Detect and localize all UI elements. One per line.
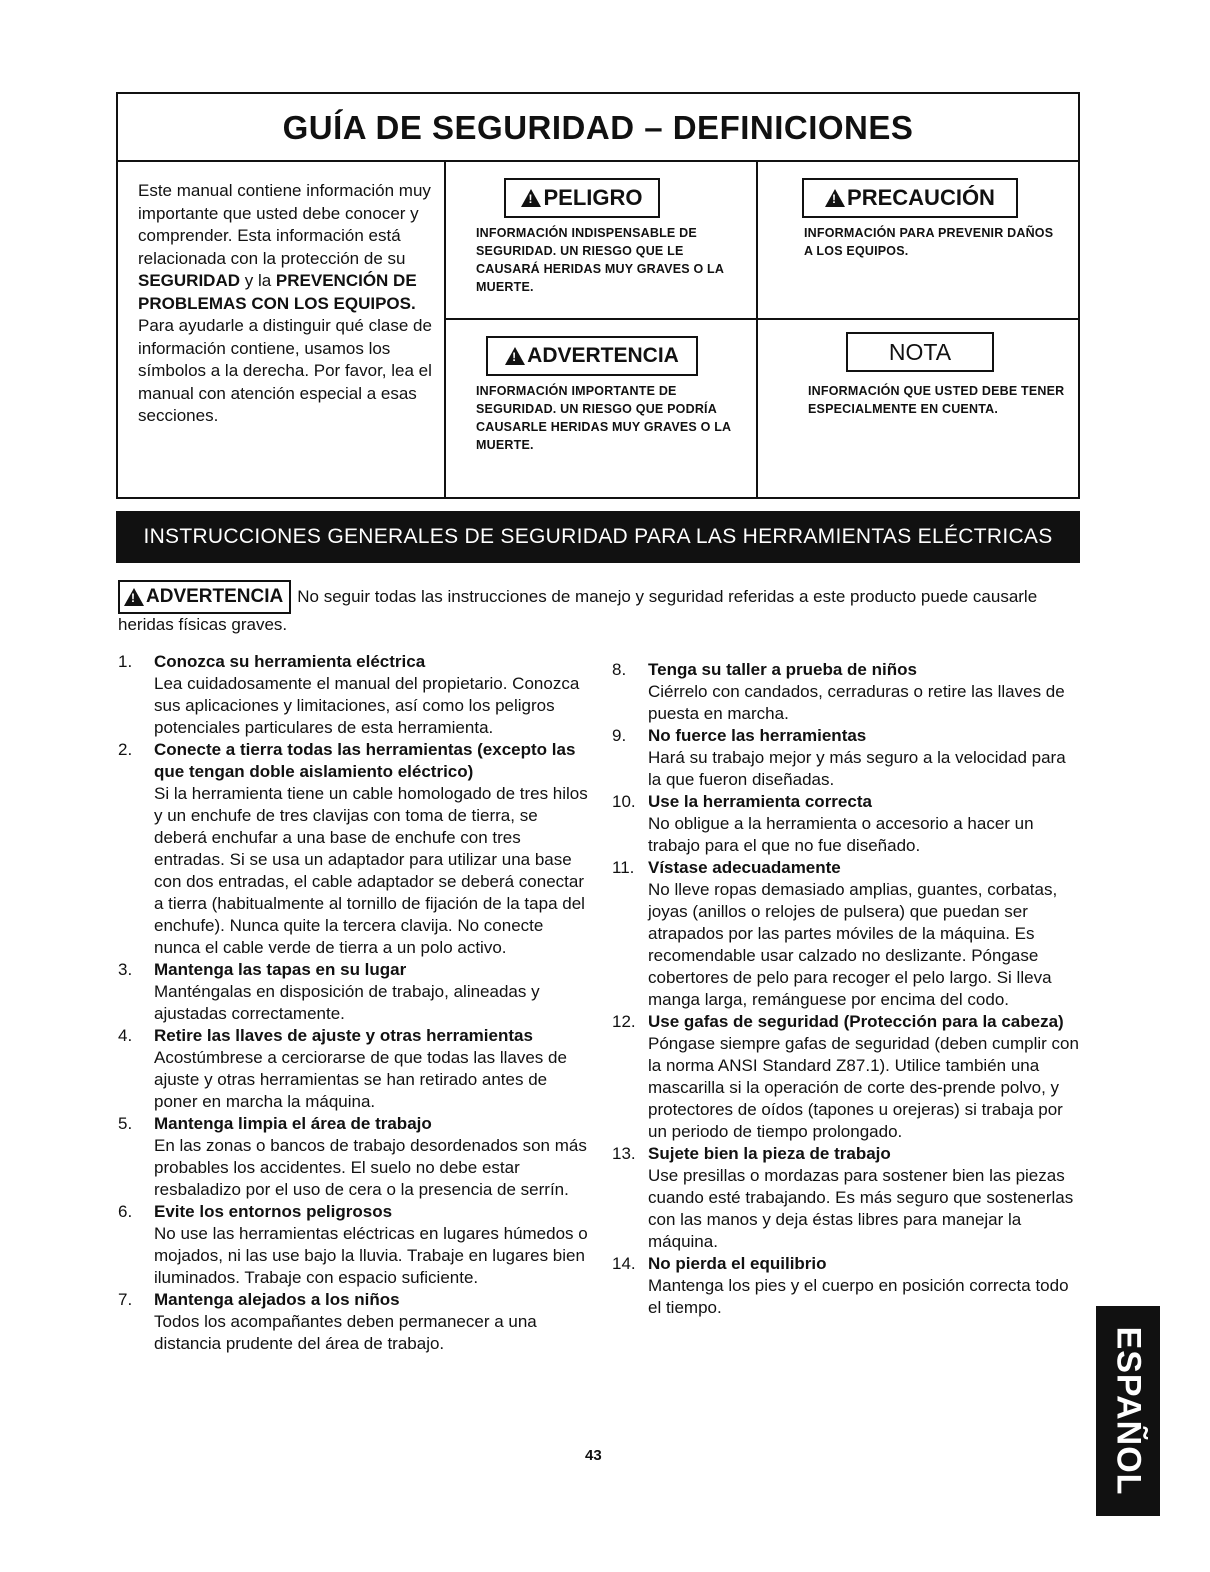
item-title: Mantenga alejados a los niños — [154, 1290, 400, 1309]
item-number: 2. — [118, 740, 133, 759]
safety-guide-box — [116, 92, 1080, 499]
list-item — [118, 1201, 588, 1289]
item-title: Tenga su taller a prueba de niños — [648, 660, 917, 679]
nota-label-box — [846, 332, 994, 372]
peligro-label: PELIGRO — [543, 185, 643, 210]
cell-nota — [758, 320, 1080, 472]
list-item — [118, 739, 588, 959]
list-item — [118, 1025, 588, 1113]
precaucion-label: PRECAUCIÓN — [847, 185, 995, 210]
advertencia-badge — [118, 580, 291, 614]
item-body: Todos los acompañantes deben permanecer a una distancia prudente del área de trabajo. — [154, 1312, 537, 1353]
list-item — [118, 1289, 588, 1355]
item-number: 3. — [118, 960, 133, 979]
list-item — [612, 659, 1082, 725]
advertencia-text: INFORMACIÓN IMPORTANTE DE SEGURIDAD. UN RIESGO QUE PODRÍA CAUSARLE HERIDAS MUY GRAVES O LA MUERTE. — [476, 384, 731, 452]
item-number: 9. — [612, 726, 627, 745]
item-number: 10. — [612, 792, 636, 811]
intro-text-2: y la — [240, 271, 276, 290]
list-item — [118, 959, 588, 1025]
general-warning — [118, 580, 1068, 636]
item-title: Retire las llaves de ajuste y otras herramientas — [154, 1026, 533, 1045]
language-tab-label: ESPAÑOL — [1109, 1326, 1148, 1496]
item-title: Use gafas de seguridad (Protección para la cabeza) — [648, 1012, 1064, 1031]
item-body: No lleve ropas demasiado amplias, guantes, corbatas, joyas (anillos o relojes de pulsera) que puedan ser atrapados por las partes móviles de la máquina. Es recomendable usar calzado no deslizante. Póngase cobertores de pelo para recoger el pelo largo. Si lleva manga larga, remánguese por encima del codo. — [648, 880, 1058, 1009]
peligro-label-box — [504, 178, 660, 218]
instructions-right-column — [612, 659, 1082, 1319]
warning-triangle-icon — [521, 189, 541, 207]
section-banner: INSTRUCCIONES GENERALES DE SEGURIDAD PARA LAS HERRAMIENTAS ELÉCTRICAS — [116, 511, 1080, 563]
item-body: No obligue a la herramienta o accesorio a hacer un trabajo para el que no fue diseñado. — [648, 814, 1034, 855]
item-number: 12. — [612, 1012, 636, 1031]
cell-advertencia — [446, 320, 756, 472]
item-body: Ciérrelo con candados, cerraduras o retire las llaves de puesta en marcha. — [648, 682, 1065, 723]
item-body: En las zonas o bancos de trabajo desordenados son más probables los accidentes. El suelo no debe estar resbaladizo por el uso de cera o la presencia de serrín. — [154, 1136, 587, 1199]
item-title: No pierda el equilibrio — [648, 1254, 827, 1273]
intro-text-3: Para ayudarle a distinguir qué clase de información contiene, usamos los símbolos a la derecha. Por favor, lea el manual con atención especial a esas secciones. — [138, 316, 432, 425]
general-warning-text: No seguir todas las instrucciones de manejo y seguridad referidas a este producto puede causarle heridas físicas graves. — [118, 587, 1038, 634]
guide-grid — [118, 162, 1078, 497]
list-item — [612, 725, 1082, 791]
item-title: Conecte a tierra todas las herramientas (excepto las que tengan doble aislamiento eléctrico) — [154, 740, 576, 781]
list-item — [612, 857, 1082, 1011]
item-number: 8. — [612, 660, 627, 679]
instructions-left-column — [118, 651, 588, 1355]
item-body: Manténgalas en disposición de trabajo, alineadas y ajustadas correctamente. — [154, 982, 540, 1023]
nota-text: INFORMACIÓN QUE USTED DEBE TENER ESPECIALMENTE EN CUENTA. — [808, 384, 1065, 416]
page-number: 43 — [585, 1447, 602, 1464]
list-item — [612, 1253, 1082, 1319]
item-title: Mantenga limpia el área de trabajo — [154, 1114, 432, 1133]
item-body: Mantenga los pies y el cuerpo en posición correcta todo el tiempo. — [648, 1276, 1069, 1317]
nota-label: NOTA — [888, 338, 952, 365]
item-number: 5. — [118, 1114, 133, 1133]
list-item — [118, 651, 588, 739]
item-body: No use las herramientas eléctricas en lugares húmedos o mojados, ni las use bajo la lluvia. Trabaje en lugares bien iluminados. Trabaje con espacio suficiente. — [154, 1224, 588, 1287]
item-title: No fuerce las herramientas — [648, 726, 867, 745]
intro-bold-1: SEGURIDAD — [138, 271, 241, 290]
intro-bold-2: PREVENCIÓN DE PROBLEMAS CON LOS EQUIPOS. — [138, 271, 417, 313]
advertencia-label-box — [486, 336, 698, 376]
precaucion-label-box — [802, 178, 1018, 218]
list-item — [612, 791, 1082, 857]
guide-title: GUÍA DE SEGURIDAD – DEFINICIONES — [118, 94, 1078, 162]
list-item — [612, 1011, 1082, 1143]
item-number: 13. — [612, 1144, 636, 1163]
item-number: 6. — [118, 1202, 133, 1221]
item-title: Mantenga las tapas en su lugar — [154, 960, 407, 979]
item-title: Evite los entornos peligrosos — [154, 1202, 393, 1221]
item-number: 1. — [118, 652, 133, 671]
item-number: 14. — [612, 1254, 636, 1273]
item-body: Acostúmbrese a cerciorarse de que todas las llaves de ajuste y otras herramientas se han retirado antes de poner en marcha la máquina. — [154, 1048, 567, 1111]
warning-triangle-icon — [825, 189, 845, 207]
advertencia-badge-label: ADVERTENCIA — [146, 586, 284, 607]
cell-precaucion — [758, 162, 1080, 318]
cell-peligro — [446, 162, 756, 318]
item-number: 7. — [118, 1290, 133, 1309]
list-item — [118, 1113, 588, 1201]
item-body: Si la herramienta tiene un cable homologado de tres hilos y un enchufe de tres clavijas con toma de tierra, se deberá enchufar a una base de enchufe con tres entradas. Si se usa un adaptador para utilizar una base con dos entradas, el cable adaptador se deberá conectar a tierra (habitualmente al tornillo de fijación de la tapa del enchufe). Nunca quite la tercera clavija. No conecte nunca el cable verde de tierra a un polo activo. — [154, 784, 588, 957]
item-body: Póngase siempre gafas de seguridad (deben cumplir con la norma ANSI Standard Z87.1). Utilice también una mascarilla si la operación de corte des-prende polvo, y protectores de oídos (tapones u orejeras) si trabaja por un periodo de tiempo prolongado. — [648, 1034, 1079, 1141]
list-item — [612, 1143, 1082, 1253]
item-title: Vístase adecuadamente — [648, 858, 841, 877]
warning-triangle-icon — [124, 588, 144, 606]
warning-triangle-icon — [505, 347, 525, 365]
item-title: Use la herramienta correcta — [648, 792, 872, 811]
item-title: Conozca su herramienta eléctrica — [154, 652, 426, 671]
item-text — [648, 1011, 1082, 1143]
advertencia-label: ADVERTENCIA — [527, 344, 679, 367]
item-title: Sujete bien la pieza de trabajo — [648, 1144, 891, 1163]
item-number: 4. — [118, 1026, 133, 1045]
item-number: 11. — [612, 858, 635, 877]
peligro-text: INFORMACIÓN INDISPENSABLE DE SEGURIDAD. UN RIESGO QUE LE CAUSARÁ HERIDAS MUY GRAVES O LA MUERTE. — [476, 226, 724, 294]
guide-intro — [138, 180, 438, 428]
intro-text-1: Este manual contiene información muy importante que usted debe conocer y comprender. Esta información está relacionada con la protección de su — [138, 181, 431, 268]
item-body: Hará su trabajo mejor y más seguro a la velocidad para la que fueron diseñadas. — [648, 748, 1066, 789]
item-body: Use presillas o mordazas para sostener bien las piezas cuando esté trabajando. Es más seguro que sostenerlas con las manos y deja éstas libres para manejar la máquina. — [648, 1166, 1074, 1251]
language-tab — [1096, 1306, 1160, 1516]
item-body: Lea cuidadosamente el manual del propietario. Conozca sus aplicaciones y limitaciones, así como los peligros potenciales particulares de esta herramienta. — [154, 674, 580, 737]
precaucion-text: INFORMACIÓN PARA PREVENIR DAÑOS A LOS EQUIPOS. — [804, 226, 1054, 258]
